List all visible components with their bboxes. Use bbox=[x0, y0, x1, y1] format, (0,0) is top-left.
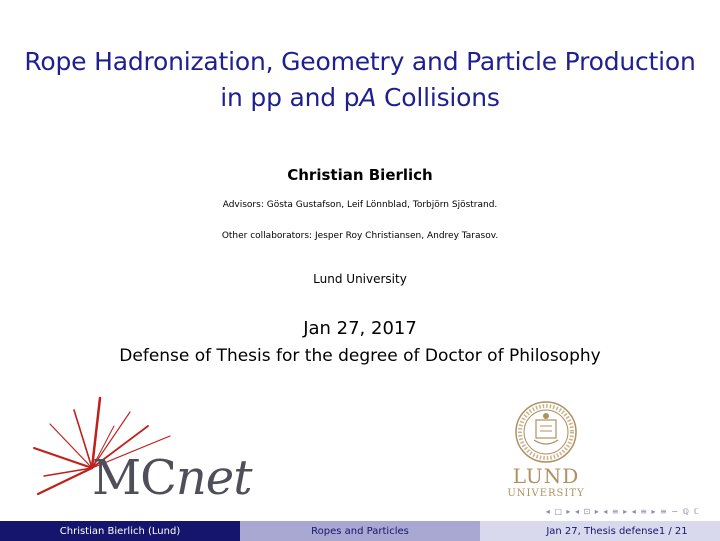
title-line-1: Rope Hadronization, Geometry and Particle Production bbox=[24, 47, 696, 76]
footer-short-title: Ropes and Particles bbox=[240, 521, 480, 541]
title-line-2: in pp and pA Collisions bbox=[220, 83, 500, 112]
occasion-line: Defense of Thesis for the degree of Doctor of Philosophy bbox=[119, 346, 601, 366]
slide-title bbox=[0, 44, 720, 116]
institution: Lund University bbox=[313, 272, 407, 286]
footer-date-event: Jan 27, Thesis defense bbox=[546, 525, 659, 537]
footer-date-page bbox=[480, 521, 720, 541]
footer-author: Christian Bierlich (Lund) bbox=[0, 521, 240, 541]
advisors-line: Advisors: Gösta Gustafson, Leif Lönnblad, Torbjörn Sjöstrand. bbox=[222, 200, 498, 210]
mcnet-wordmark: MCnet bbox=[92, 450, 252, 506]
lund-seal-icon bbox=[498, 400, 594, 464]
footer-page-number: 1 / 21 bbox=[658, 525, 688, 537]
presentation-date: Jan 27, 2017 bbox=[303, 318, 417, 339]
beamer-navigation-symbols[interactable]: ◂ □ ▸ ◂ ⊡ ▸ ◂ ≡ ▸ ◂ ≡ ▸ ≡ ∽ ℚ ℂ bbox=[545, 507, 700, 516]
author-name: Christian Bierlich bbox=[287, 166, 433, 184]
lund-wordmark: LUND bbox=[512, 464, 580, 488]
collaborators-line: Other collaborators: Jesper Roy Christiansen, Andrey Tarasov. bbox=[221, 231, 499, 241]
lund-university-logo bbox=[498, 400, 594, 508]
mcnet-logo bbox=[30, 396, 262, 508]
university-wordmark: UNIVERSITY bbox=[507, 488, 585, 499]
footer-bar bbox=[0, 521, 720, 541]
